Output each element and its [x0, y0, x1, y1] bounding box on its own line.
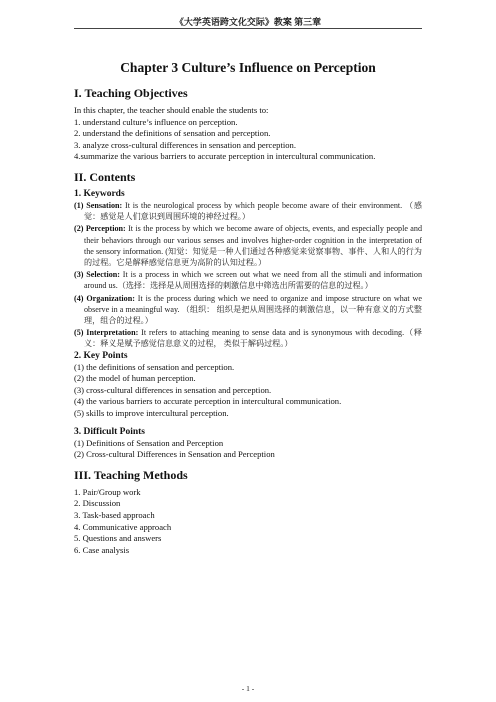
method-item: 1. Pair/Group work	[74, 486, 141, 497]
objective-item: 3. analyze cross-cultural differences in sensation and perception.	[74, 139, 296, 150]
subheading-keywords: 1. Keywords	[74, 188, 125, 199]
keyword-item	[74, 200, 422, 222]
objectives-list	[74, 117, 422, 163]
keyword-definition: It is the process by which we become aware of objects, events, and especially people and their behaviors through our various senses and involves higher-order cognition in the interpretation of the sensory information. (知觉：知觉是一种人们通过各种感觉来觉察事物、事件、人和人的行为的过程。它是解释感觉信息更为高阶的认知过程。）	[84, 224, 422, 267]
document-body	[74, 60, 422, 563]
method-item: 2. Discussion	[74, 498, 121, 509]
subheading-key-points: 2. Key Points	[74, 350, 128, 361]
keyword-definition: It is a process in which we screen out what we need from all the stimuli and information around us.（选择：选择是从周围选择的刺激信息中筛选出所需要的信息的过程。）	[84, 270, 422, 291]
keyword-term: (5) Interpretation:	[74, 328, 139, 338]
keyword-item	[74, 269, 422, 291]
objective-item: 4.summarize the various barriers to accurate perception in intercultural communication.	[74, 151, 376, 162]
keywords-list	[74, 200, 422, 350]
method-item: 3. Task-based approach	[74, 509, 155, 520]
method-item: 4. Communicative approach	[74, 521, 172, 532]
section-heading-contents: II. Contents	[74, 169, 136, 184]
chapter-title: Chapter 3 Culture’s Influence on Perception	[120, 60, 376, 75]
objective-item: 2. understand the definitions of sensation and perception.	[74, 128, 271, 139]
key-point-item: (4) the various barriers to accurate perception in intercultural communication.	[74, 396, 342, 407]
keyword-term: (4) Organization:	[74, 293, 135, 303]
key-point-item: (2) the model of human perception.	[74, 373, 196, 384]
objectives-intro: In this chapter, the teacher should enable the students to:	[74, 105, 269, 115]
header-text: 《大学英语跨文化交际》教案 第三章	[174, 17, 322, 27]
difficult-points-list	[74, 438, 422, 461]
difficult-point-item: (1) Definitions of Sensation and Perception	[74, 437, 224, 448]
keyword-definition: It is the neurological process by which people become aware of their environment. （感觉：感觉是人们意识到周围环境的神经过程。）	[84, 200, 422, 222]
keyword-term: (2) Perception:	[74, 224, 126, 234]
key-point-item: (1) the definitions of sensation and perception.	[74, 361, 235, 372]
key-point-item: (3) cross-cultural differences in sensation and perception.	[74, 384, 272, 395]
keyword-item	[74, 293, 422, 327]
keyword-term: (3) Selection:	[74, 270, 120, 280]
page-number: - 1 -	[241, 684, 255, 693]
subheading-difficult-points: 3. Difficult Points	[74, 426, 145, 437]
method-item: 6. Case analysis	[74, 544, 130, 555]
key-point-item: (5) skills to improve intercultural perception.	[74, 407, 229, 418]
section-heading-methods: III. Teaching Methods	[74, 467, 188, 482]
keyword-item	[74, 327, 422, 349]
keyword-term: (1) Sensation:	[74, 200, 123, 210]
key-points-list	[74, 362, 422, 420]
section-heading-objectives: I. Teaching Objectives	[74, 86, 188, 100]
method-item: 5. Questions and answers	[74, 533, 162, 544]
keyword-item	[74, 223, 422, 268]
objective-item: 1. understand culture’s influence on perception.	[74, 116, 238, 127]
methods-list	[74, 487, 422, 557]
keyword-definition: It refers to attaching meaning to sense data and is synonymous with decoding.（释义：释义是赋予感觉信息意义的过程， 类似于解码过程。）	[84, 328, 422, 349]
difficult-point-item: (2) Cross-cultural Differences in Sensation and Perception	[74, 449, 275, 460]
keyword-definition: It is the process during which we need to organize and impose structure on what we observe in a meaningful way. （组织： 组织是把从周围选择的刺激信息，以一种有意义的方式整理，组合的过程。）	[84, 293, 422, 325]
page-header	[74, 8, 422, 29]
